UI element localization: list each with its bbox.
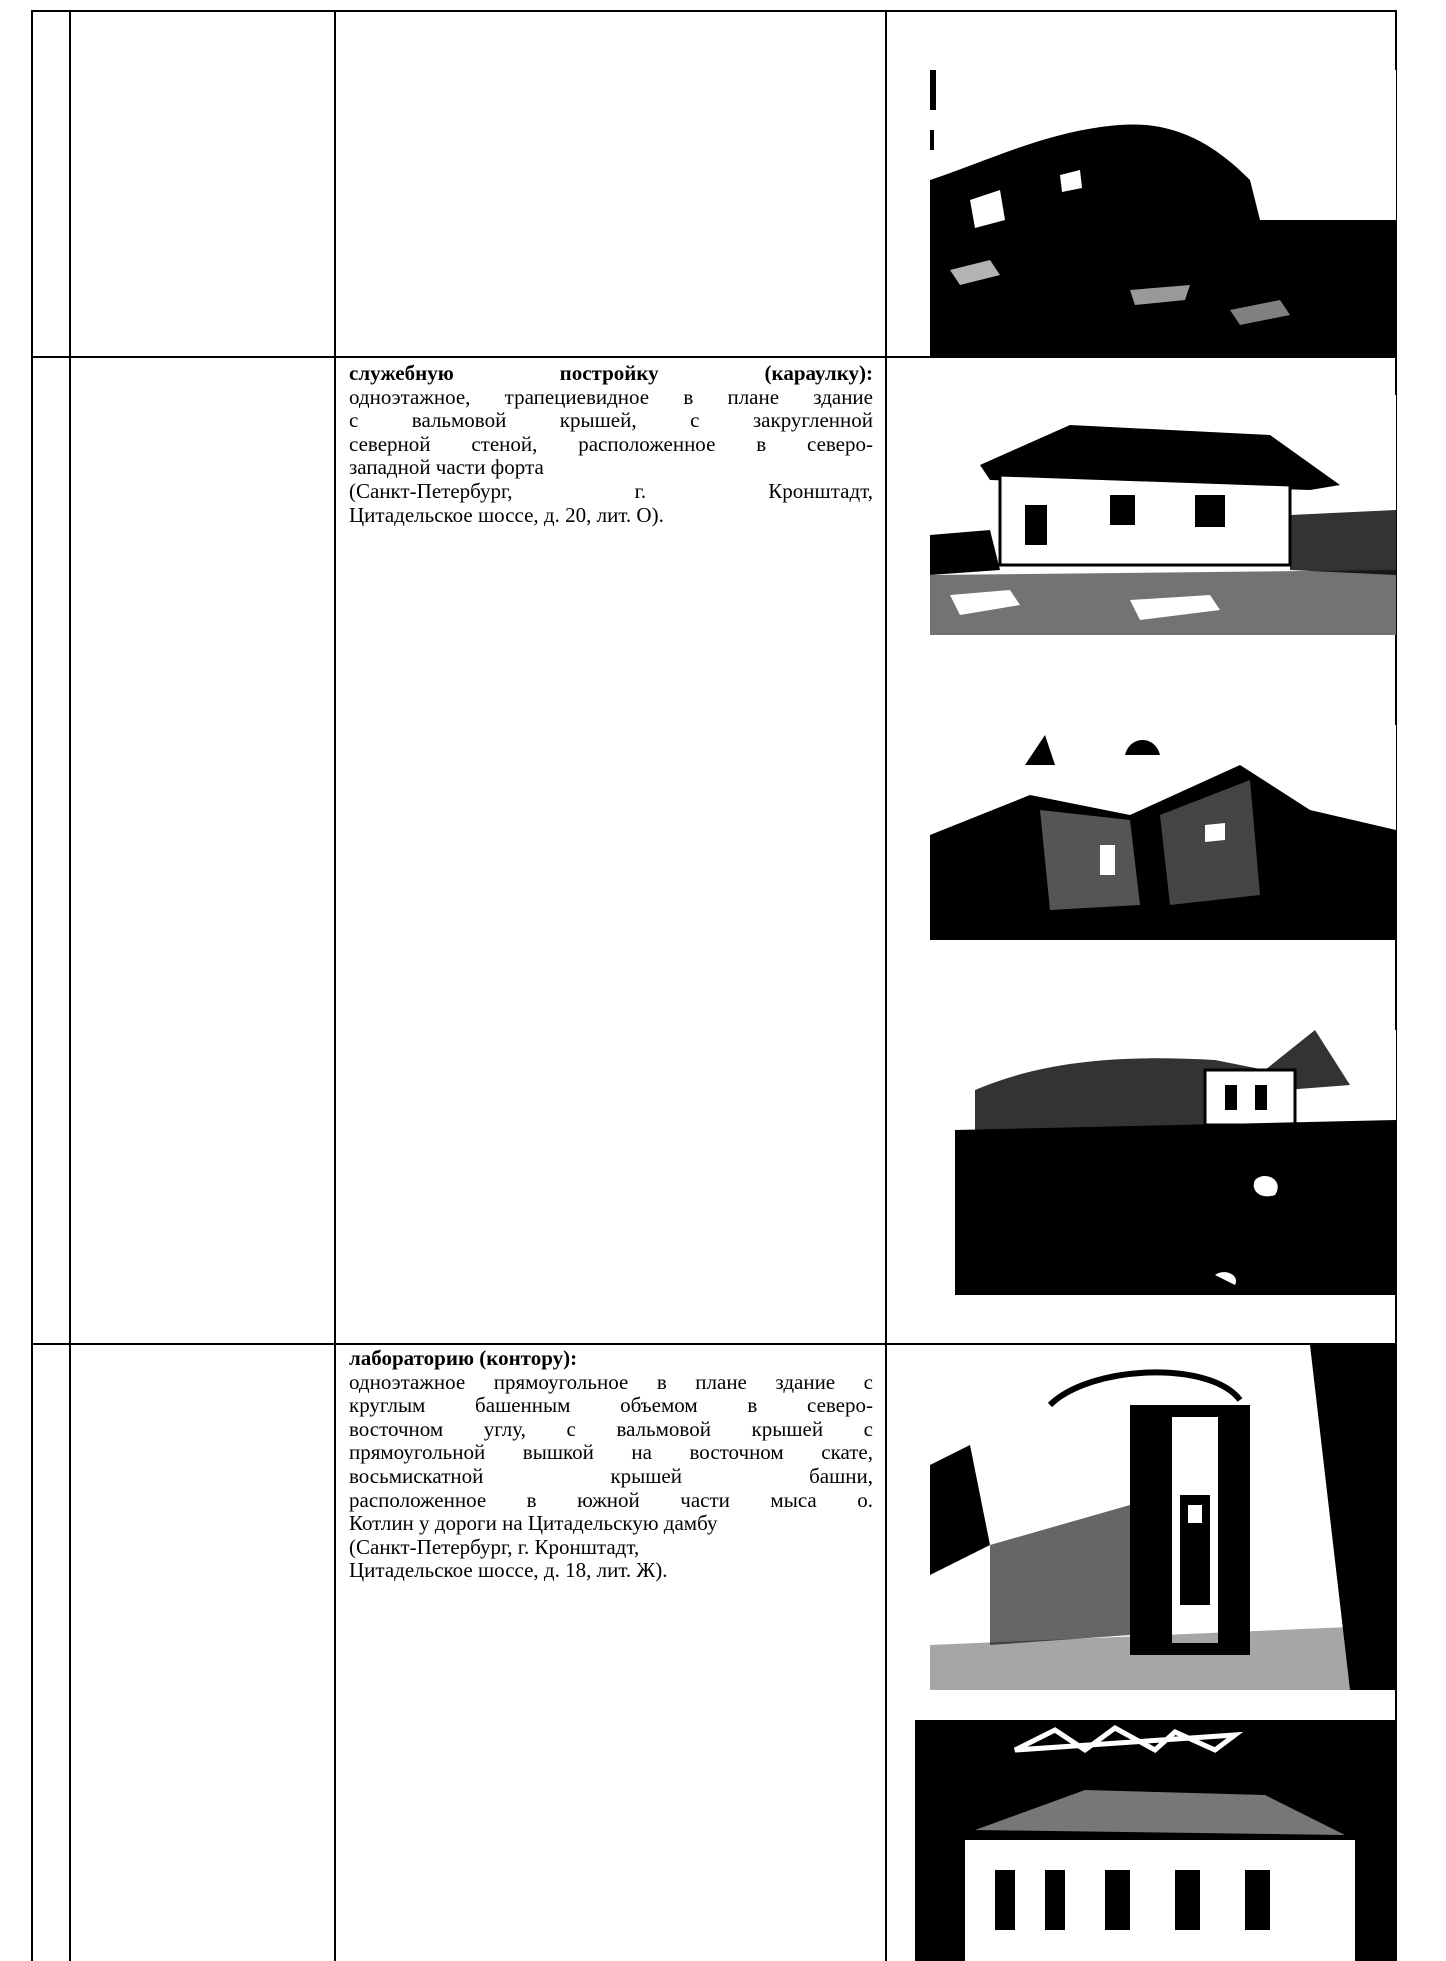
laboratory-photo-roof: [915, 1720, 1396, 1961]
guardhouse-photo-side: [930, 725, 1396, 940]
description-line: западной части форта: [349, 455, 544, 480]
description-line: (Санкт-Петербург, г. Кронштадт,: [349, 478, 873, 503]
laboratory-description: [349, 1347, 873, 1583]
laboratory-photo-tower: [930, 1345, 1396, 1690]
guardhouse-description: [349, 362, 873, 527]
description-line: Цитадельское шоссе, д. 20, лит. О).: [349, 502, 664, 527]
description-line: одноэтажное прямоугольное в плане здание с: [349, 1369, 873, 1394]
table-border-left: [31, 10, 33, 1961]
description-line: с вальмовой крышей, с закругленной: [349, 408, 873, 433]
table-row-divider-1: [31, 356, 1397, 358]
table-border-top: [31, 10, 1397, 12]
description-line: северной стеной, расположенное в северо-: [349, 431, 873, 456]
description-line: (Санкт-Петербург, г. Кронштадт,: [349, 1534, 640, 1559]
table-column-divider-2: [334, 10, 336, 1961]
guardhouse-photo-rear: [955, 1030, 1396, 1295]
guardhouse-photo-front: [930, 395, 1396, 635]
description-line: Цитадельское шоссе, д. 18, лит. Ж).: [349, 1558, 668, 1583]
description-line: одноэтажное, трапециевидное в плане здание: [349, 384, 873, 409]
building-photo: [930, 70, 1396, 356]
laboratory-heading: лабораторию (контору):: [349, 1346, 578, 1370]
description-line: Котлин у дороги на Цитадельскую дамбу: [349, 1511, 718, 1536]
description-line: восточном углу, с вальмовой крышей с: [349, 1416, 873, 1441]
table-column-divider-1: [69, 10, 71, 1961]
guardhouse-heading: служебную постройку (караулку):: [349, 361, 873, 385]
description-line: расположенное в южной части мыса о.: [349, 1487, 873, 1512]
table-column-divider-3: [885, 10, 887, 1961]
description-line: восьмискатной крышей башни,: [349, 1463, 873, 1488]
description-line: прямоугольной вышкой на восточном скате,: [349, 1440, 873, 1465]
description-line: круглым башенным объемом в северо-: [349, 1393, 873, 1418]
